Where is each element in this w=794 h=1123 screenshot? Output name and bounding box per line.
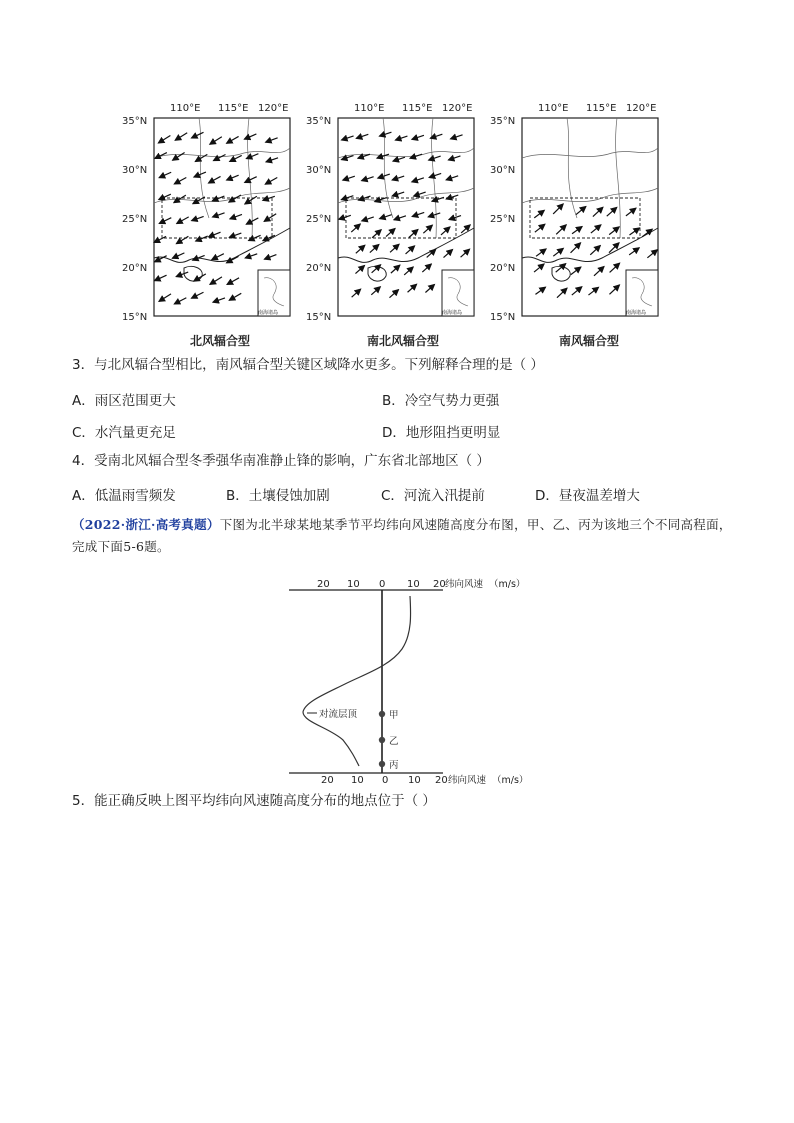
bottom-axis-label: 纬向风速 [448, 775, 487, 786]
question-3-option-c[interactable]: C．水汽量更充足 [72, 425, 176, 441]
bottom-tick: 10 [408, 775, 421, 786]
inset-label: 南海诸岛 [626, 310, 647, 316]
question-4-option-d[interactable]: D．昼夜温差增大 [535, 488, 640, 504]
level-label-bing: 丙 [389, 760, 399, 771]
lon-label: 110°E [170, 103, 201, 114]
lon-label: 120°E [626, 103, 657, 114]
lat-label: 20°N [122, 263, 148, 274]
top-axis-label: 纬向风速 [445, 579, 484, 590]
lon-label: 110°E [354, 103, 385, 114]
source-tag: （2022·浙江·高考真题） [72, 517, 220, 532]
lat-label: 25°N [490, 214, 516, 225]
level-point-yi [379, 737, 385, 743]
map-caption-north-south: 南北风辐合型 [366, 334, 439, 348]
wind-profile-svg [285, 574, 535, 786]
map-caption-north: 北风辐合型 [189, 334, 250, 348]
lat-label: 35°N [490, 116, 516, 127]
bottom-tick: 0 [382, 775, 389, 786]
lat-label: 15°N [122, 312, 148, 320]
question-3-option-b[interactable]: B．冷空气势力更强 [382, 393, 500, 409]
lat-label: 30°N [122, 165, 148, 176]
lon-label: 115°E [402, 103, 433, 114]
question-4-option-a[interactable]: A．低温雨雪频发 [72, 488, 176, 504]
lat-label: 15°N [490, 312, 516, 320]
bottom-axis-unit: （m/s） [492, 775, 529, 786]
question-4-stem: 4．受南北风辐合型冬季强华南准静止锋的影响，广东省北部地区（ ） [72, 453, 490, 469]
lat-label: 30°N [490, 165, 516, 176]
intro-text: 下图为北半球某地某季节平均纬向风速随高度分布图，甲、乙、丙为该地三个不同高程面，完成下面5-6题。 [72, 517, 732, 554]
level-point-bing [379, 761, 385, 767]
lon-label: 120°E [442, 103, 473, 114]
wind-profile-chart [285, 574, 535, 790]
question-3-option-d[interactable]: D．地形阻挡更明显 [382, 425, 501, 441]
level-label-yi: 乙 [389, 736, 399, 747]
question-4-option-c[interactable]: C．河流入汛提前 [381, 488, 485, 504]
level-point-jia [379, 711, 385, 717]
inset-label: 南海诸岛 [258, 310, 279, 316]
question-5-stem: 5．能正确反映上图平均纬向风速随高度分布的地点位于（ ） [72, 793, 436, 809]
lat-label: 20°N [490, 263, 516, 274]
lon-label: 115°E [218, 103, 249, 114]
top-tick: 10 [347, 579, 360, 590]
wind-map-figure [108, 98, 688, 320]
question-3-option-a[interactable]: A．雨区范围更大 [72, 393, 176, 409]
map-caption-south: 南风辐合型 [558, 334, 619, 348]
level-label-jia: 甲 [389, 710, 399, 721]
tropopause-label: 对流层顶 [319, 709, 358, 720]
passage-intro [72, 514, 732, 558]
lat-label: 30°N [306, 165, 332, 176]
lon-label: 115°E [586, 103, 617, 114]
lat-label: 15°N [306, 312, 332, 320]
lon-label: 120°E [258, 103, 289, 114]
lat-label: 25°N [306, 214, 332, 225]
question-4-option-b[interactable]: B．土壤侵蚀加剧 [226, 488, 330, 504]
top-tick: 0 [379, 579, 386, 590]
bottom-tick: 10 [351, 775, 364, 786]
lat-label: 35°N [306, 116, 332, 127]
lat-label: 25°N [122, 214, 148, 225]
wind-maps [108, 98, 688, 324]
inset-label: 南海诸岛 [442, 310, 463, 316]
top-axis-unit: （m/s） [489, 579, 526, 590]
lat-label: 35°N [122, 116, 148, 127]
question-3-stem: 3．与北风辐合型相比，南风辐合型关键区域降水更多。下列解释合理的是（ ） [72, 357, 544, 373]
top-tick: 20 [317, 579, 330, 590]
bottom-tick: 20 [435, 775, 448, 786]
map-panel [338, 118, 474, 316]
lon-label: 110°E [538, 103, 569, 114]
map-panel [154, 118, 290, 316]
bottom-tick: 20 [321, 775, 334, 786]
lat-label: 20°N [306, 263, 332, 274]
top-tick: 10 [407, 579, 420, 590]
top-tick: 20 [433, 579, 446, 590]
map-panel [522, 118, 658, 316]
